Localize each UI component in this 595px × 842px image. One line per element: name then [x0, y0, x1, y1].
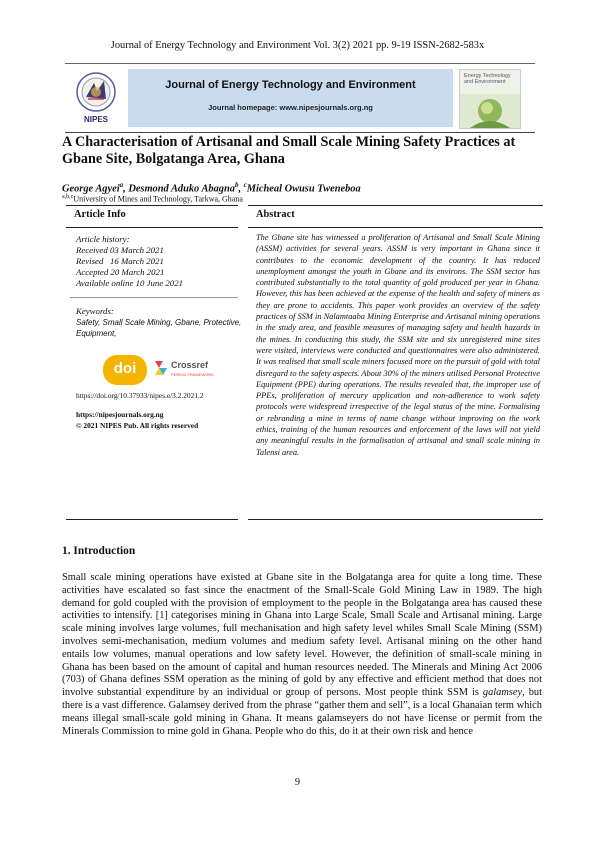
accepted-date: Accepted 20 March 2021 — [76, 267, 165, 277]
affiliation-sup: a,b,c — [62, 194, 74, 200]
doi-badge[interactable] — [103, 355, 147, 385]
page-number: 9 — [294, 777, 301, 788]
journal-cover-image — [459, 69, 521, 129]
intro-italic-term: galamsey — [482, 687, 523, 699]
author-3-sup: c — [243, 181, 247, 189]
info-bottom-rule — [66, 519, 238, 520]
received-date: Received 03 March 2021 — [76, 245, 164, 255]
badges — [103, 355, 223, 385]
abstract-head-rule — [248, 227, 543, 228]
article-title: A Characterisation of Artisanal and Small Scale Mining Safety Practices at Gbane Site, Bolgatanga Area, Ghana — [62, 134, 516, 167]
keywords-label: Keywords: — [76, 306, 114, 316]
keywords-rule — [70, 297, 238, 298]
info-head-rule — [66, 227, 238, 228]
history-label: Article history: — [76, 234, 130, 244]
revised-date: Revised 16 March 2021 — [76, 256, 164, 266]
introduction-paragraph — [62, 572, 542, 738]
author-sep: , — [238, 183, 244, 195]
doi-badge-label: doi — [113, 360, 137, 377]
banner-top-rule — [65, 63, 535, 64]
crossref-icon — [153, 359, 169, 379]
affiliation-text: University of Mines and Technology, Tarkwa, Ghana — [73, 194, 243, 204]
journal-title: Journal of Energy Technology and Environment — [165, 79, 416, 91]
keywords-list: Safety, Small Scale Mining, Gbane, Protective, Equipment, — [76, 318, 242, 338]
article-info-heading: Article Info — [74, 209, 126, 220]
running-head: Journal of Energy Technology and Environment Vol. 3(2) 2021 pp. 9-19 ISSN-2682-583x — [110, 40, 485, 51]
intro-text-2: , but there is a vast difference. Galamsey derived from the phrase “gather them and sell”, is a local Ghanaian term which means illegal small-scale gold mining in Ghana. It means galamseyers do not have license or permit from the Minerals Commission to mine gold in Ghana. People who do this, do it at their own risk and hence — [62, 687, 542, 737]
author-3: Micheal Owusu Tweneboa — [246, 183, 361, 195]
publisher-info — [76, 409, 198, 431]
crossref-label: Crossref — [171, 360, 209, 370]
banner-bottom-rule — [65, 132, 535, 133]
abstract-text: The Gbane site has witnessed a proliferation of Artisanal and Small Scale Mining (ASSM) activities for several years. ASSM is very important in Ghana since it contributes to the economic development of the country. It has reduced unemployment amongst the youth in Gbane and its environs. The SSM sector has contributed substantially to the total quantity of gold produced per year in Ghana. However, this has been achieved at the expense of the health and safety of miners as they are prone to accidents. This paper work provides an overview of the safety practices of SSM in Nalamtaaba Mining Enterprise and Artisanal mining operations in the study area, and feasible measures of managing safety and health hazards in the mines. In conducting this study, the SSM site and six unregistered mine sites were visited, interviews were conducted and questionnaires were also administered. It was realised that small scale miners focused more on the pursuit of gold with total disregard to the safety aspects. About 30% of the miners utilised Personal Protective Equipment (PPE) during operations. The results revealed that, the improper use of PPEs, proliferation of mercury application and non-adherence to work safety protocols were widespread irrespective of the legal status of the mine. Formalising or rebranding a mine in terms of name change without improving on the work ethics, training of the human resources and enforcement of the laws will not yield any meaningful results in the formalisation of artisanal and small scale mining in Talensi area. — [256, 233, 540, 457]
doi-link[interactable]: https://doi.org/10.37933/nipes.e/3.2.2021.2 — [76, 391, 204, 400]
author-1-sup: a — [119, 181, 124, 189]
nipes-logo — [66, 67, 126, 129]
logo-text: NIPES — [83, 115, 108, 124]
article-history — [76, 234, 246, 289]
crossref-sub: PERIOD FRAMEWORK — [171, 372, 214, 377]
abstract-heading: Abstract — [256, 209, 295, 220]
introduction-heading: 1. Introduction — [62, 545, 136, 557]
affiliation — [62, 194, 243, 204]
info-top-rule — [66, 205, 238, 206]
journal-banner — [128, 69, 453, 127]
online-date: Available online 10 June 2021 — [76, 278, 184, 288]
copyright: © 2021 NIPES Pub. All rights reserved — [76, 421, 199, 430]
crossref-badge[interactable] — [153, 355, 223, 385]
author-list — [62, 181, 361, 194]
journal-site-link[interactable]: https://nipesjournals.org.ng — [76, 410, 164, 419]
abstract-bottom-rule — [248, 519, 543, 520]
keywords-block — [76, 306, 246, 339]
intro-text-1: Small scale mining operations have existed at Gbane site in the Bolgatanga area for quite a long time. These activities have escalated so fast since the enactment of the Small-Scale Gold Mining Law in 1989. The high demand for gold coupled with the provision of employment to the people in the Bolgatanga area has caused these activities to intensify. [1] categorises mining in Ghana into Large Scale, Small Scale and Artisanal mining. Large scale mining involves large volumes, full mechanisation and high safety level whiles Small Scale Mining (SSM) involves semi-mechanisation, medium volumes and medium safety level. Artisanal mining on the other hand entails low volumes, manual operations and low safety level. However, the definition of small-scale mining in Ghana has been based on the amount of capital and human resources needed. The Minerals and Mining Act 2006 (703) of Ghana defines SSM operation as the mining of gold by any effective and efficient method that does not involve substantial expenditure by an individual or group of persons. Most people think SSM is — [62, 572, 542, 699]
cover-text: Energy Technology and Environment — [464, 73, 511, 85]
abstract-top-rule — [248, 205, 543, 206]
journal-homepage[interactable]: Journal homepage: www.nipesjournals.org.ng — [208, 103, 373, 112]
author-2-sup: b — [234, 181, 239, 189]
author-2: , Desmond Aduko Abagna — [123, 183, 235, 195]
author-1: George Agyei — [62, 183, 120, 195]
